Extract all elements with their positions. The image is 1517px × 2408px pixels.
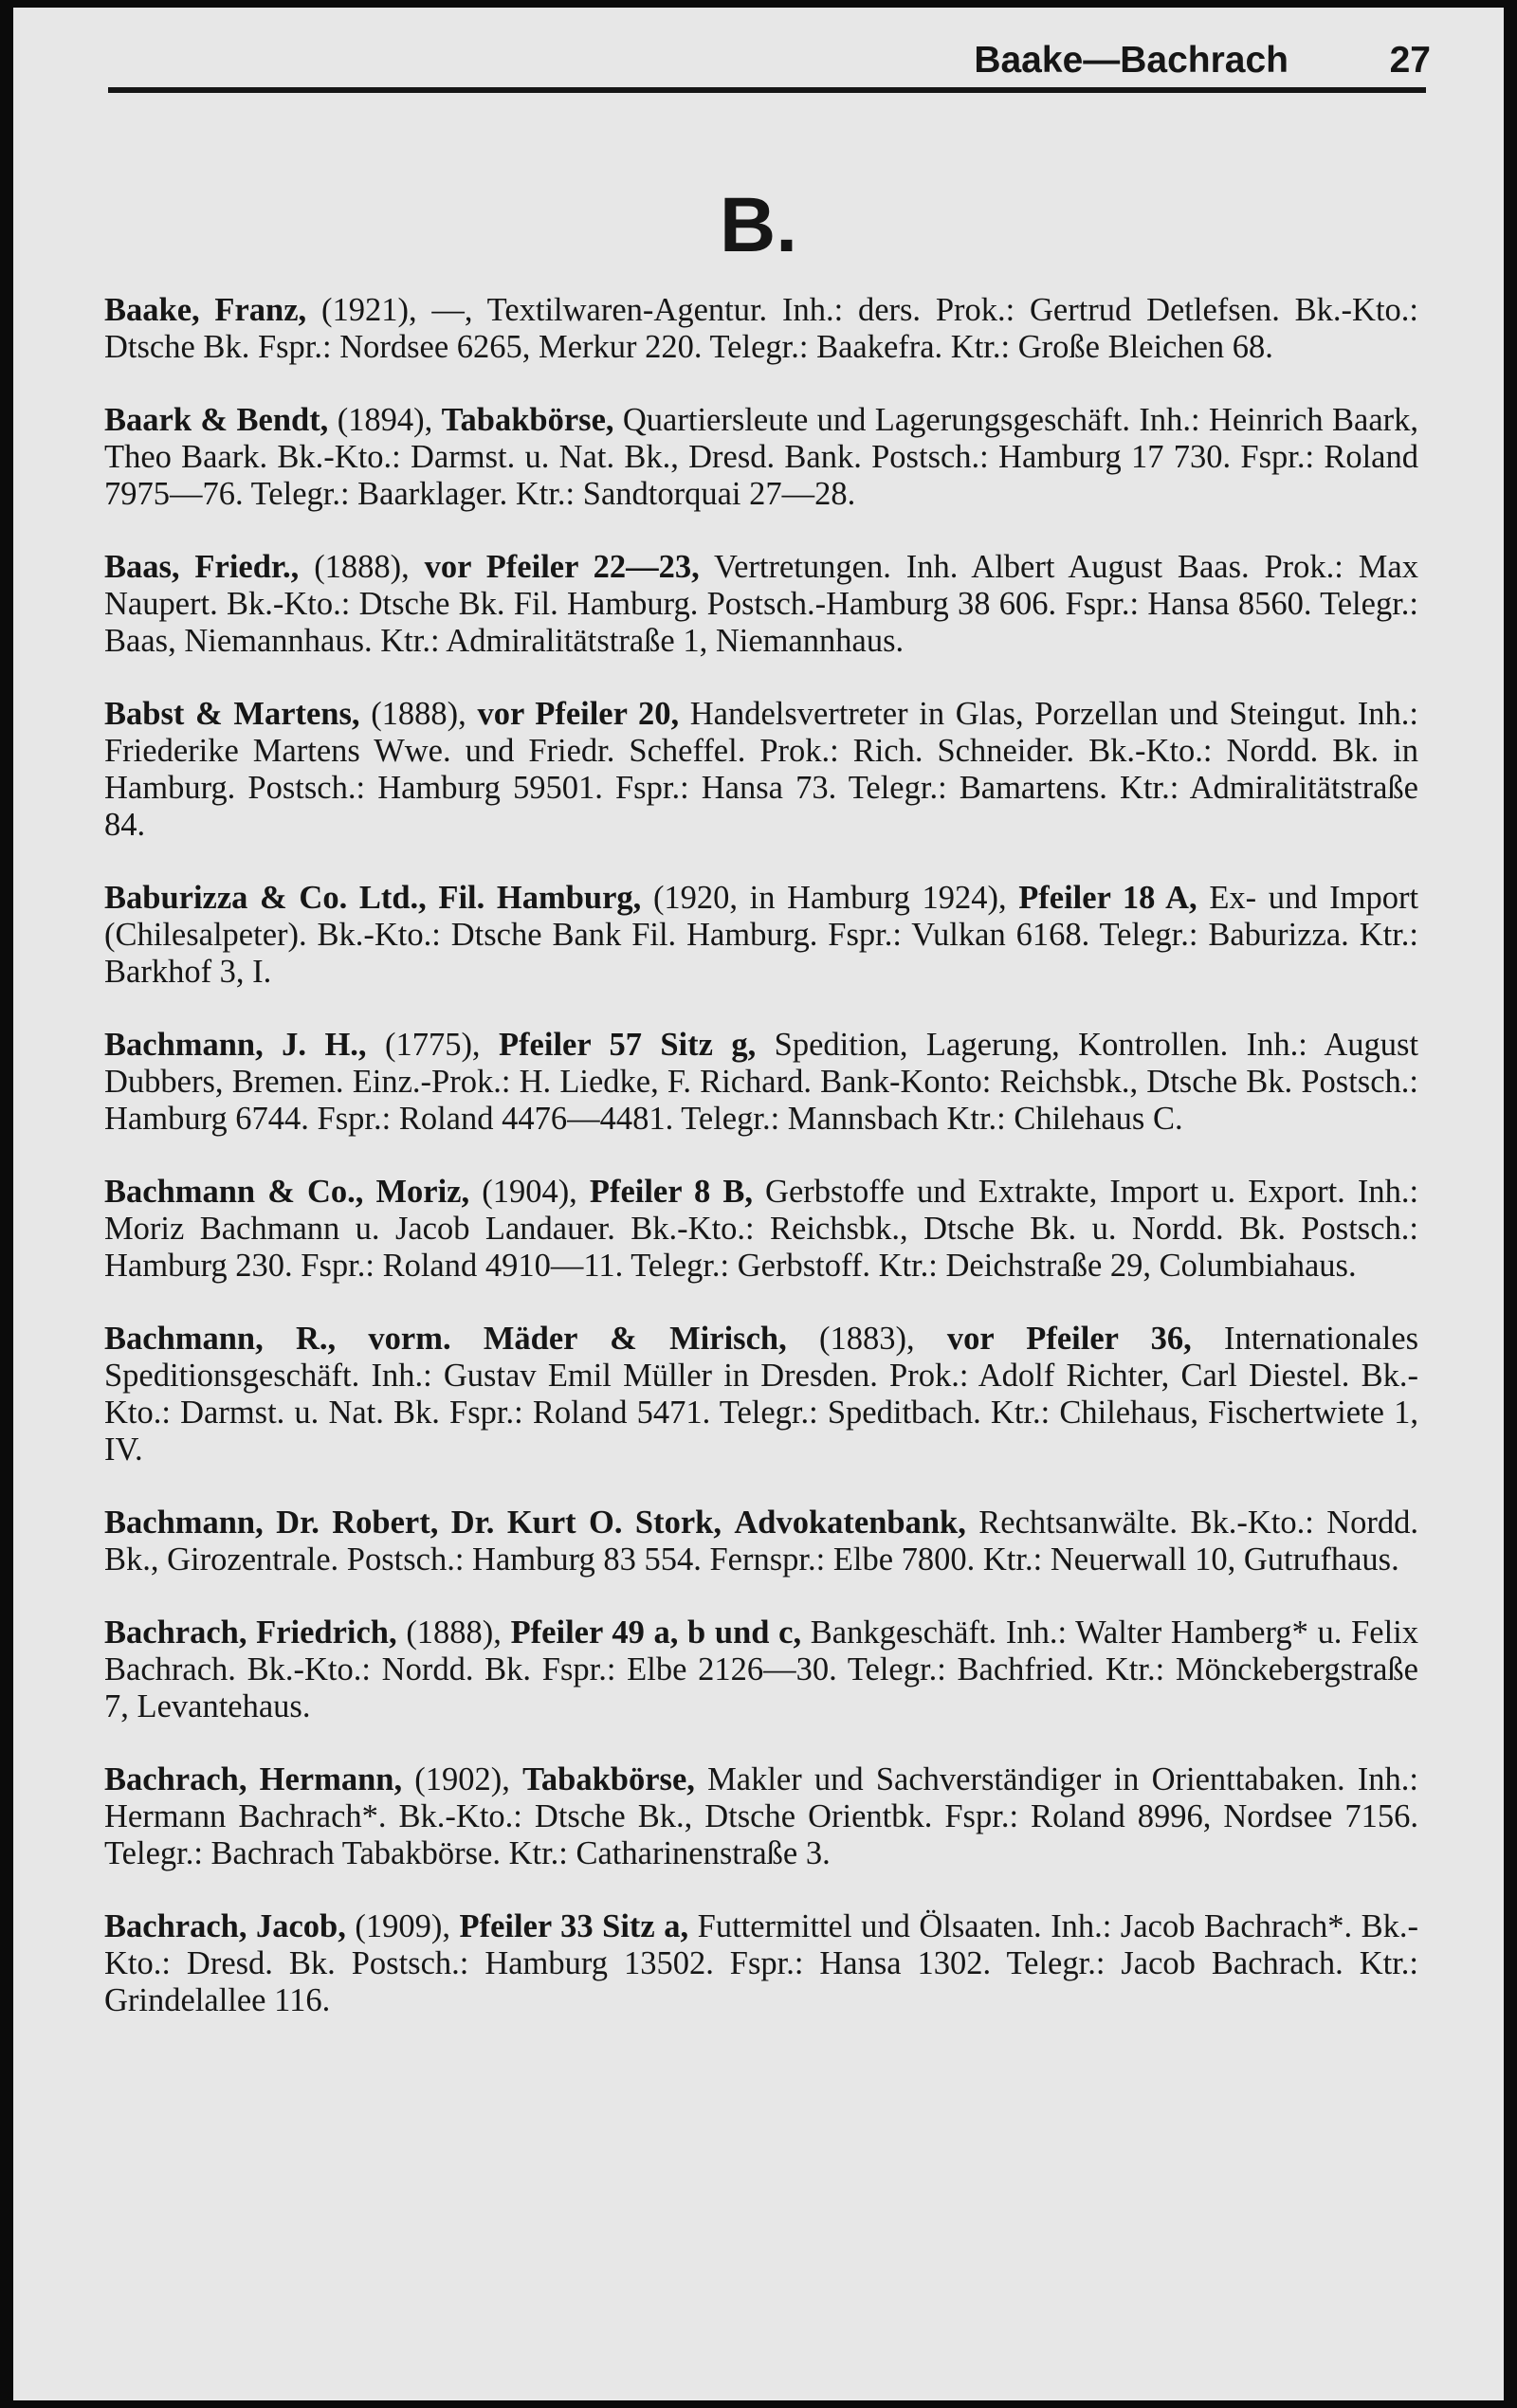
entry-text: Quartiersleute und Lagerungsgeschäft. Inh.: Heinrich Baark, Theo Baark. Bk.-Kto.: Darmst. u. Nat. Bk., Dresd. Bank. Postsch.: Hamburg 17 730. Fspr.: Roland 7975—76. Telegr.: Baarklager. Ktr.: Sandtorquai 27—28. xyxy=(104,402,1418,512)
directory-entry xyxy=(104,1908,1418,2019)
directory-entry xyxy=(104,402,1418,513)
entry-text: Futtermittel und Ölsaaten. Inh.: Jacob Bachrach*. Bk.-Kto.: Dresd. Bk. Postsch.: Hamburg 13502. Fspr.: Hansa 1302. Telegr.: Jacob Bachrach. Ktr.: Grindelallee 116. xyxy=(104,1908,1419,2018)
entry-text: Handelsvertreter in Glas, Porzellan und Steingut. Inh.: Friederike Martens Wwe. und Friedr. Scheffel. Prok.: Rich. Schneider. Bk.-Kto.: Nordd. Bk. in Hamburg. Postsch.: Hamburg 59501. Fspr.: Hansa 73. Telegr.: Bamartens. Ktr.: Admiralitätstraße 84. xyxy=(104,696,1418,843)
entry-text: Gerbstoffe und Extrakte, Import u. Export. Inh.: Moriz Bachmann u. Jacob Landauer. Bk.-Kto.: Reichsbk., Dtsche Bk. u. Nordd. Bk. Postsch.: Hamburg 230. Fspr.: Roland 4910—11. Telegr.: Gerbstoff. Ktr.: Deichstraße 29, Columbiahaus. xyxy=(104,1174,1419,1284)
entry-year: (1902), xyxy=(414,1761,510,1797)
entry-text: Spedition, Lagerung, Kontrollen. Inh.: August Dubbers, Bremen. Einz.-Prok.: H. Liedke, F. Richard. Bank-Konto: Reichsbk., Dtsche Bk. Postsch.: Hamburg 6744. Fspr.: Roland 4476—4481. Telegr.: Mannsbach Ktr.: Chilehaus C. xyxy=(104,1027,1419,1137)
entry-text: (1921), —, Textilwaren-Agentur. Inh.: ders. Prok.: Gertrud Detlefsen. Bk.-Kto.: Dtsche Bk. Fspr.: Nordsee 6265, Merkur 220. Telegr.: Baakefra. Ktr.: Große Bleichen 68. xyxy=(104,292,1419,365)
entry-location: Pfeiler 33 Sitz a, xyxy=(459,1908,689,1944)
entry-text: Bankgeschäft. Inh.: Walter Hamberg* u. Felix Bachrach. Bk.-Kto.: Nordd. Bk. Fspr.: Elbe 2126—30. Telegr.: Bachfried. Ktr.: Mönckebergstraße 7, Levantehaus. xyxy=(104,1614,1419,1724)
directory-entry xyxy=(104,1174,1418,1285)
entry-name: Bachrach, Jacob, xyxy=(104,1908,346,1944)
entry-name: Bachrach, Friedrich, xyxy=(104,1614,397,1651)
directory-entry xyxy=(104,1027,1418,1138)
entry-location: Advokatenbank, xyxy=(734,1505,966,1541)
section-letter: B. xyxy=(720,182,797,268)
entry-year: (1904), xyxy=(482,1174,577,1210)
directory-entry xyxy=(104,292,1418,366)
directory-entry xyxy=(104,1761,1418,1872)
entry-text: Rechtsanwälte. Bk.-Kto.: Nordd. Bk., Girozentrale. Postsch.: Hamburg 83 554. Fernspr.: Elbe 7800. Ktr.: Neuerwall 10, Gutrufhaus. xyxy=(104,1505,1418,1578)
entry-name: Bachmann, J. H., xyxy=(104,1027,367,1063)
directory-entry xyxy=(104,880,1418,991)
entry-name: Bachrach, Hermann, xyxy=(104,1761,403,1797)
entry-year: (1775), xyxy=(384,1027,481,1063)
entry-location: Pfeiler 57 Sitz g, xyxy=(498,1027,757,1063)
entry-location: vor Pfeiler 36, xyxy=(946,1321,1192,1357)
entry-location: Tabakbörse, xyxy=(522,1761,695,1797)
entry-name: Bachmann & Co., Moriz, xyxy=(104,1174,470,1210)
entry-list xyxy=(104,292,1418,2055)
entry-name: Baark & Bendt, xyxy=(104,402,329,438)
entry-name: Bachmann, Dr. Robert, Dr. Kurt O. Stork, xyxy=(104,1505,722,1541)
entry-year: (1883), xyxy=(818,1321,915,1357)
entry-year: (1888), xyxy=(371,696,466,732)
entry-location: Pfeiler 18 A, xyxy=(1018,880,1197,916)
entry-location: vor Pfeiler 22—23, xyxy=(424,549,700,585)
entry-name: Babst & Martens, xyxy=(104,696,360,732)
entry-year: (1909), xyxy=(355,1908,450,1944)
entry-name: Baake, Franz, xyxy=(104,292,307,328)
entry-text: Makler und Sachverständiger in Orienttabaken. Inh.: Hermann Bachrach*. Bk.-Kto.: Dtsche Bk., Dtsche Orientbk. Fspr.: Roland 8996, Nordsee 7156. Telegr.: Bachrach Tabakbörse. Ktr.: Catharinenstraße 3. xyxy=(104,1761,1419,1871)
entry-name: Bachmann, R., vorm. Mäder & Mirisch, xyxy=(104,1321,787,1357)
entry-year: (1920, in Hamburg 1924), xyxy=(652,880,1007,916)
directory-entry xyxy=(104,696,1418,844)
running-head xyxy=(113,36,1431,85)
entry-text: Internationales Speditionsgeschäft. Inh.: Gustav Emil Müller in Dresden. Prok.: Adolf Richter, Carl Diestel. Bk.-Kto.: Darmst. u. Nat. Bk. Fspr.: Roland 5471. Telegr.: Speditbach. Ktr.: Chilehaus, Fischertwiete 1, IV. xyxy=(104,1321,1419,1468)
directory-entry xyxy=(104,1321,1418,1469)
entry-text: Ex- und Import (Chilesalpeter). Bk.-Kto.: Dtsche Bank Fil. Hamburg. Fspr.: Vulkan 6168. Telegr.: Baburizza. Ktr.: Barkhof 3, I. xyxy=(104,880,1419,990)
entry-year: (1888), xyxy=(406,1614,502,1651)
entry-year: (1888), xyxy=(314,549,410,585)
entry-year: (1894), xyxy=(337,402,433,438)
page-number: 27 xyxy=(1389,40,1431,81)
directory-page xyxy=(13,8,1504,2400)
header-rule xyxy=(108,87,1426,93)
entry-location: vor Pfeiler 20, xyxy=(477,696,680,732)
entry-location: Pfeiler 8 B, xyxy=(589,1174,753,1210)
entry-location: Pfeiler 49 a, b und c, xyxy=(510,1614,802,1651)
running-title: Baake—Bachrach xyxy=(974,40,1289,81)
entry-text: Vertretungen. Inh. Albert August Baas. Prok.: Max Naupert. Bk.-Kto.: Dtsche Bk. Fil. Hamburg. Postsch.-Hamburg 38 606. Fspr.: Hansa 8560. Telegr.: Baas, Niemannhaus. Ktr.: Admiralitätstraße 1, Niemannhaus. xyxy=(104,549,1418,659)
entry-location: Tabakbörse, xyxy=(441,402,614,438)
entry-name: Baburizza & Co. Ltd., Fil. Hamburg, xyxy=(104,880,642,916)
directory-entry xyxy=(104,1505,1418,1578)
entry-name: Baas, Friedr., xyxy=(104,549,300,585)
directory-entry xyxy=(104,549,1418,660)
directory-entry xyxy=(104,1614,1418,1725)
